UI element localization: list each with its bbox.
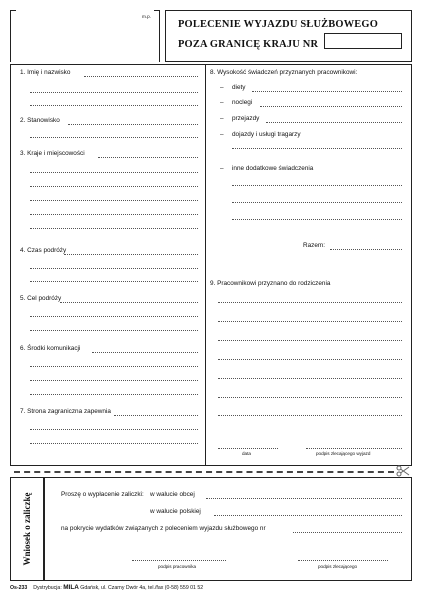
footer	[10, 585, 203, 591]
allowance-dash: –	[220, 165, 224, 172]
settlement-line[interactable]	[218, 340, 402, 341]
field-line[interactable]	[68, 124, 198, 125]
allowance-line[interactable]	[232, 185, 402, 186]
signature-date-line[interactable]	[218, 448, 278, 449]
settlement-line[interactable]	[218, 397, 402, 398]
settlement-line[interactable]	[218, 378, 402, 379]
allowance-travel-label: przejazdy	[232, 115, 260, 122]
signature-date-caption: data	[242, 451, 251, 456]
stamp-label: m.p.	[142, 14, 151, 19]
advance-employee-signature-line[interactable]	[132, 560, 226, 561]
advance-manager-signature-line[interactable]	[298, 560, 388, 561]
field-label-destinations: 3. Kraje i miejscowości	[20, 150, 85, 157]
advance-request-label: Proszę o wypłacenie zaliczki:	[61, 491, 144, 498]
advance-side-label: Wniosek o zaliczkę	[22, 492, 32, 566]
field-line[interactable]	[30, 394, 198, 395]
total-label: Razem:	[303, 242, 326, 249]
section-8-heading: 8. Wysokość świadczeń przyznanych pracownikowi:	[210, 69, 358, 76]
field-label-foreign-party: 7. Strona zagraniczna zapewnia	[20, 408, 111, 415]
settlement-line[interactable]	[218, 415, 402, 416]
allowance-dash: –	[220, 99, 224, 106]
distributor-label: Dystrybucja:	[33, 585, 62, 591]
brand-name: MILA	[63, 584, 79, 591]
field-line[interactable]	[84, 76, 198, 77]
allowance-per-diem-label: diety	[232, 84, 246, 91]
advance-foreign-label: w walucie obcej	[150, 491, 195, 498]
allowance-dash: –	[220, 84, 224, 91]
field-label-travel-time: 4. Czas podróży	[20, 247, 67, 254]
field-line[interactable]	[92, 352, 198, 353]
field-line[interactable]	[30, 380, 198, 381]
distributor-address: Gdańsk, ul. Czarny Dwór 4a, tel./fax (0-58) 559 01 52	[80, 585, 204, 591]
advance-polish-line[interactable]	[214, 515, 402, 516]
field-line[interactable]	[30, 214, 198, 215]
allowance-porterage-label: dojazdy i usługi tragarzy	[232, 131, 301, 138]
field-label-transport: 6. Środki komunikacji	[20, 345, 81, 352]
field-line[interactable]	[30, 281, 198, 282]
field-line[interactable]	[30, 330, 198, 331]
allowance-line[interactable]	[252, 91, 402, 92]
field-label-purpose: 5. Cel podróży	[20, 295, 62, 302]
field-line[interactable]	[98, 157, 198, 158]
field-label-position: 2. Stanowisko	[20, 117, 60, 124]
advance-foreign-line[interactable]	[206, 498, 402, 499]
field-line[interactable]	[30, 443, 198, 444]
advance-polish-label: w walucie polskiej	[150, 508, 201, 515]
allowance-line[interactable]	[232, 202, 402, 203]
settlement-line[interactable]	[218, 321, 402, 322]
field-line[interactable]	[30, 228, 198, 229]
allowance-line[interactable]	[232, 148, 402, 149]
field-line[interactable]	[30, 137, 198, 138]
stamp-box	[10, 10, 160, 62]
field-line[interactable]	[114, 415, 198, 416]
total-line[interactable]	[330, 249, 402, 250]
document-number-label: POZA GRANICĘ KRAJU NR	[178, 39, 319, 50]
field-line[interactable]	[30, 200, 198, 201]
form-code: Os-233	[10, 585, 28, 591]
field-line[interactable]	[60, 302, 198, 303]
allowance-line[interactable]	[260, 106, 402, 107]
scissors-icon	[396, 465, 410, 477]
document-title: POLECENIE WYJAZDU SŁUŻBOWEGO	[178, 19, 378, 30]
allowance-line[interactable]	[232, 219, 402, 220]
advance-employee-signature-caption: podpis pracownika	[158, 564, 197, 569]
field-line[interactable]	[30, 268, 198, 269]
allowance-dash: –	[220, 115, 224, 122]
field-line[interactable]	[64, 254, 198, 255]
field-label-name: 1. Imię i nazwisko	[20, 69, 71, 76]
allowance-lodging-label: noclegi	[232, 99, 253, 106]
field-line[interactable]	[30, 429, 198, 430]
section-9-heading: 9. Pracownikowi przyznano do rodziczenia	[210, 280, 331, 287]
field-line[interactable]	[30, 316, 198, 317]
document-number-field[interactable]	[324, 33, 402, 49]
column-divider	[205, 64, 206, 466]
field-line[interactable]	[30, 172, 198, 173]
settlement-line[interactable]	[218, 302, 402, 303]
cut-line	[14, 471, 394, 473]
allowance-other-label: inne dodatkowe świadczenia	[232, 165, 314, 172]
field-line[interactable]	[30, 186, 198, 187]
field-line[interactable]	[30, 92, 198, 93]
advance-purpose-line[interactable]	[293, 532, 402, 533]
advance-purpose-label: na pokrycie wydatków związanych z poleceniem wyjazdu służbowego nr	[61, 525, 266, 532]
allowance-line[interactable]	[266, 122, 402, 123]
signature-manager-line[interactable]	[306, 448, 402, 449]
advance-manager-signature-caption: podpis zlecającego	[318, 564, 358, 569]
field-line[interactable]	[30, 105, 198, 106]
allowance-dash: –	[220, 131, 224, 138]
field-line[interactable]	[30, 366, 198, 367]
settlement-line[interactable]	[218, 359, 402, 360]
signature-manager-caption: podpis zlecającego wyjazd	[316, 451, 371, 456]
